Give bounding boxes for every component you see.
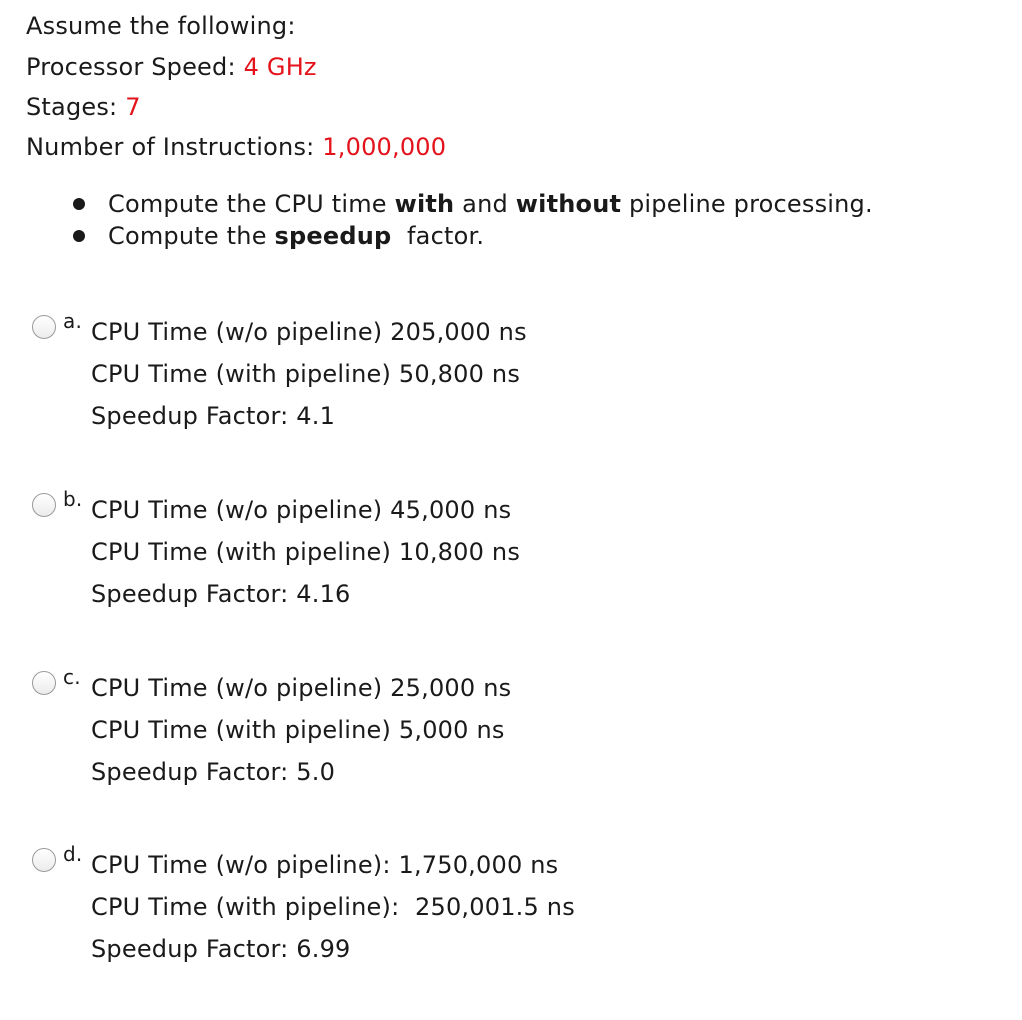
- param-label: Stages:: [26, 93, 118, 121]
- answer-option-b[interactable]: [32, 487, 732, 633]
- option-line-with-pipeline: CPU Time (with pipeline) 50,800 ns: [91, 360, 521, 388]
- answer-option-c[interactable]: [32, 665, 732, 811]
- task-item-cpu-time: [73, 188, 873, 220]
- radio-button-a[interactable]: [32, 315, 56, 339]
- option-line-speedup: Speedup Factor: 4.16: [91, 580, 351, 608]
- option-line-wo-pipeline: CPU Time (w/o pipeline) 205,000 ns: [91, 318, 527, 346]
- option-line-speedup: Speedup Factor: 4.1: [91, 402, 336, 430]
- answer-option-d[interactable]: [32, 842, 732, 988]
- task-text: Compute the: [108, 222, 275, 250]
- option-letter: b.: [63, 487, 83, 511]
- task-item-speedup: [73, 220, 873, 252]
- param-processor-speed: [26, 53, 317, 81]
- task-text: factor.: [391, 222, 485, 250]
- option-line-with-pipeline: CPU Time (with pipeline) 5,000 ns: [91, 716, 505, 744]
- option-letter: d.: [63, 842, 83, 866]
- radio-button-c[interactable]: [32, 671, 56, 695]
- option-line-wo-pipeline: CPU Time (w/o pipeline): 1,750,000 ns: [91, 851, 559, 879]
- param-label: Processor Speed:: [26, 53, 236, 81]
- bullet-icon: [73, 198, 85, 210]
- param-value: 7: [125, 93, 141, 121]
- task-text: pipeline processing.: [621, 190, 873, 218]
- task-text: and: [454, 190, 516, 218]
- param-stages: [26, 93, 141, 121]
- intro-text: Assume the following:: [26, 12, 296, 40]
- task-bold: speedup: [274, 222, 392, 250]
- task-bold: with: [394, 190, 455, 218]
- option-line-speedup: Speedup Factor: 6.99: [91, 935, 351, 963]
- task-bold: without: [515, 190, 622, 218]
- option-line-wo-pipeline: CPU Time (w/o pipeline) 25,000 ns: [91, 674, 512, 702]
- option-line-speedup: Speedup Factor: 5.0: [91, 758, 336, 786]
- option-line-with-pipeline: CPU Time (with pipeline): 250,001.5 ns: [91, 893, 575, 921]
- option-letter: a.: [63, 309, 83, 333]
- task-list: [73, 188, 873, 252]
- answer-option-a[interactable]: [32, 309, 732, 455]
- param-value: 4 GHz: [243, 53, 317, 81]
- radio-button-d[interactable]: [32, 848, 56, 872]
- radio-button-b[interactable]: [32, 493, 56, 517]
- task-text: Compute the CPU time: [108, 190, 395, 218]
- option-line-wo-pipeline: CPU Time (w/o pipeline) 45,000 ns: [91, 496, 512, 524]
- option-line-with-pipeline: CPU Time (with pipeline) 10,800 ns: [91, 538, 521, 566]
- option-letter: c.: [63, 665, 81, 689]
- bullet-icon: [73, 230, 85, 242]
- param-label: Number of Instructions:: [26, 133, 315, 161]
- param-value: 1,000,000: [322, 133, 447, 161]
- param-instructions: [26, 133, 446, 161]
